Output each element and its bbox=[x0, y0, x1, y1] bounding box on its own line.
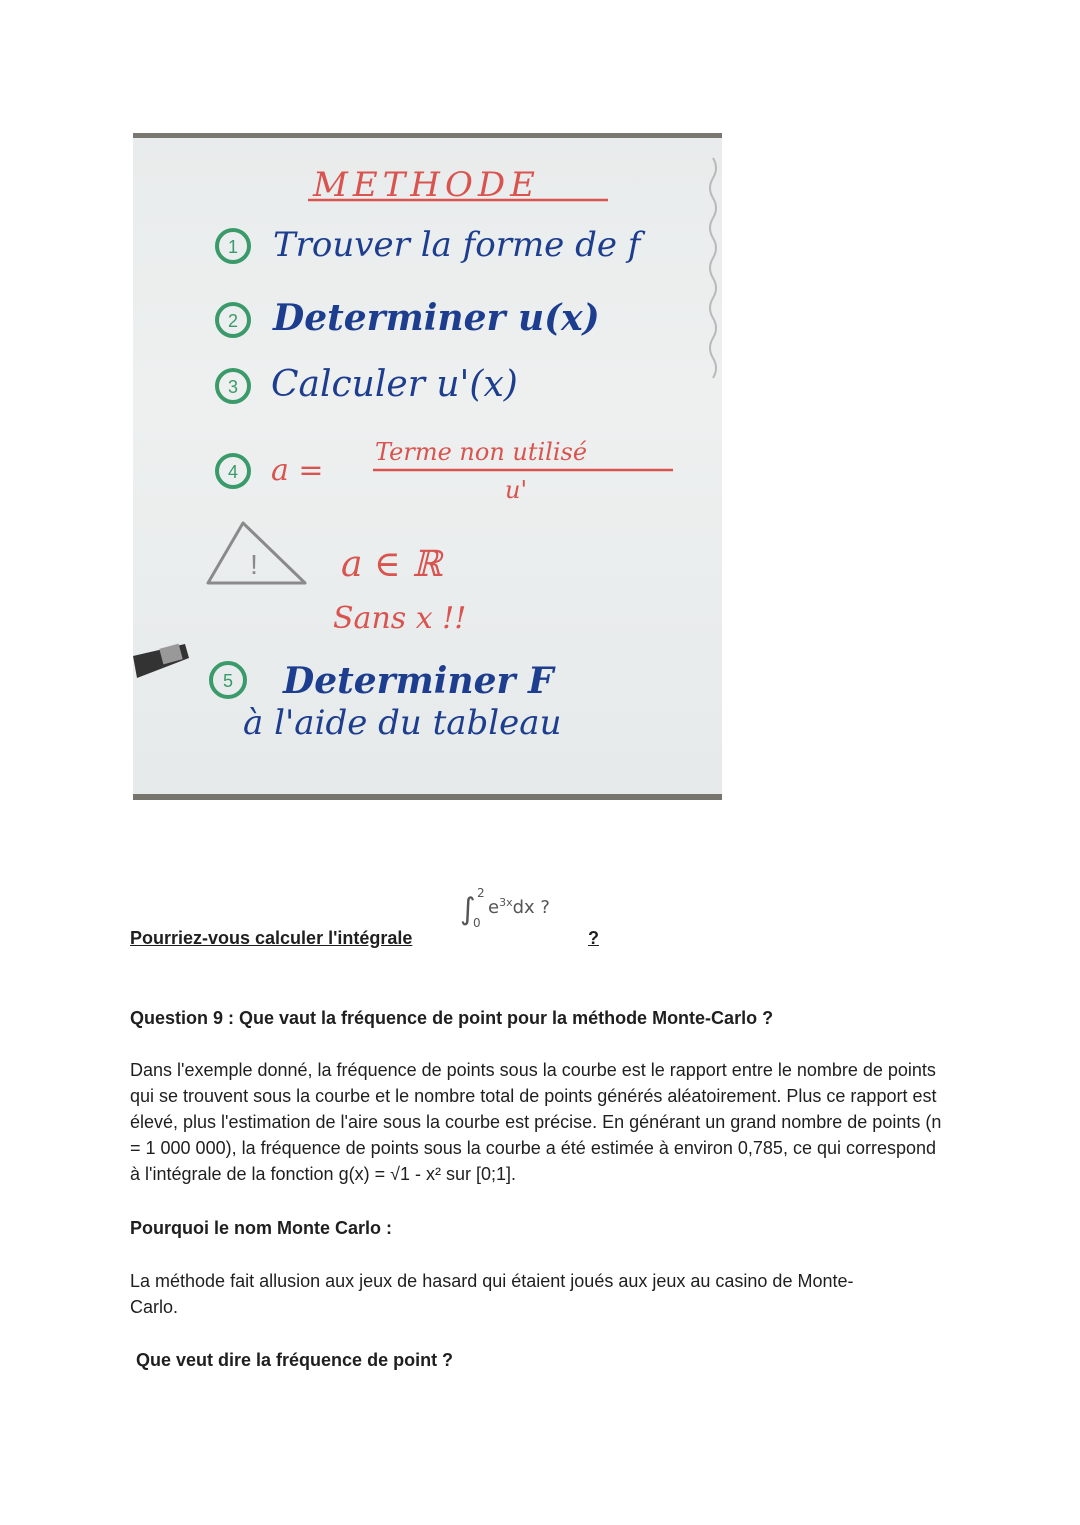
integral-expression bbox=[488, 896, 550, 918]
step5-number: 5 bbox=[222, 671, 234, 691]
step4-denominator: u' bbox=[505, 476, 528, 504]
warning-line1: a ∈ ℝ bbox=[341, 544, 442, 585]
step4-numerator: Terme non utilisé bbox=[375, 438, 588, 466]
warning-line2: Sans x !! bbox=[333, 601, 467, 636]
integral-lower: 0 bbox=[473, 916, 481, 930]
step2-text: Determiner u(x) bbox=[273, 297, 600, 339]
step5-line2: à l'aide du tableau bbox=[243, 703, 562, 743]
q9-body: Dans l'exemple donné, la fréquence de points sous la courbe est le rapport entre le nombre de points qui se trouvent sous la courbe et le nombre total de points générés aléatoirement. Plus ce rapport est élevé, plus l'estimation de l'aire sous la courbe est précise. En générant un grand nombre de points (n = 1 000 000), la fréquence de points sous la courbe a été estimée à environ 0,785, ce qui correspond à l'intégrale de la fonction g(x) = √1 - x² sur [0;1]. bbox=[130, 1060, 942, 1184]
step1-number: 1 bbox=[227, 237, 239, 257]
step4-lhs: a = bbox=[271, 453, 324, 488]
integral-question bbox=[130, 886, 930, 956]
question-mark: ? bbox=[588, 928, 599, 948]
step4-number: 4 bbox=[227, 462, 239, 482]
step5-line1: Determiner F bbox=[283, 660, 554, 702]
whiteboard-photo bbox=[133, 133, 722, 800]
step3-text: Calculer u'(x) bbox=[271, 364, 518, 405]
step1-text: Trouver la forme de f bbox=[273, 225, 641, 265]
step2-number: 2 bbox=[227, 311, 239, 331]
why-heading: Pourquoi le nom Monte Carlo : bbox=[130, 1218, 392, 1238]
q9-heading: Question 9 : Que vaut la fréquence de point pour la méthode Monte-Carlo ? bbox=[130, 1008, 774, 1028]
integral-upper: 2 bbox=[477, 886, 485, 900]
integral-formula bbox=[460, 886, 580, 936]
why-body: La méthode fait allusion aux jeux de hasard qui étaient joués aux jeux au casino de Monte-Carlo. bbox=[130, 1271, 854, 1317]
freq-heading: Que veut dire la fréquence de point ? bbox=[136, 1350, 454, 1370]
warning-mark: ! bbox=[250, 549, 258, 580]
board-title: METHODE bbox=[313, 165, 540, 205]
board-edge bbox=[710, 158, 716, 378]
integral-base: e bbox=[488, 897, 500, 918]
integral-sign: ∫ bbox=[460, 892, 476, 927]
integral-exponent: 3x bbox=[499, 896, 513, 909]
integral-tail: dx ? bbox=[512, 897, 550, 918]
step3-number: 3 bbox=[227, 377, 239, 397]
whiteboard-drawing bbox=[133, 138, 722, 794]
integral-question-label: Pourriez-vous calculer l'intégrale bbox=[130, 928, 413, 948]
